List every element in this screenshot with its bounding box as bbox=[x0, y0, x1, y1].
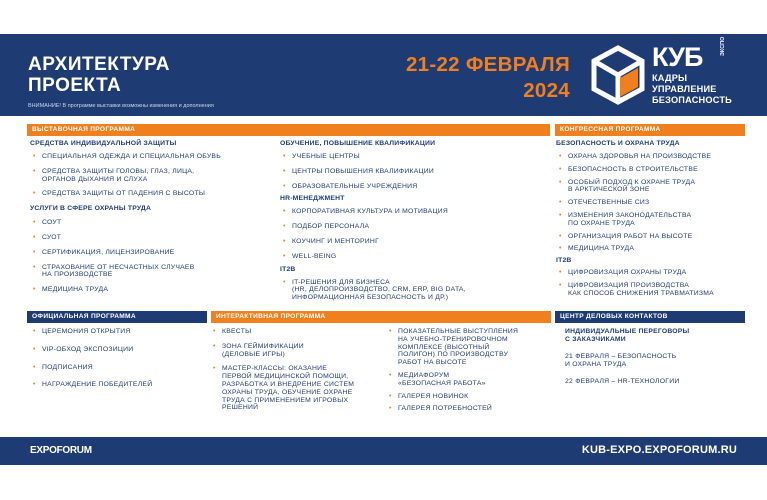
list-item: • МЕДИЦИНА ТРУДА bbox=[30, 286, 270, 294]
list-item-text: «БЕЗОПАСНАЯ РАБОТА» bbox=[398, 379, 486, 387]
list-item-cont bbox=[210, 373, 385, 381]
exhibition-heading: ВЫСТАВОЧНАЯ ПРОГРАММА bbox=[27, 124, 550, 136]
list-item-cont bbox=[210, 381, 385, 389]
negotiations-heading: ИНДИВИДУАЛЬНЫЕ ПЕРЕГОВОРЫ bbox=[565, 328, 690, 335]
logo-tagline-2: УПРАВЛЕНИЕ bbox=[652, 83, 717, 94]
website-link[interactable]: KUB-EXPO.EXPOFORUM.RU bbox=[581, 444, 737, 456]
hr-list bbox=[280, 208, 550, 260]
services-list bbox=[30, 219, 270, 294]
it2b-heading: IT2B bbox=[280, 265, 296, 273]
list-item: • VIP-ОБХОД ЭКСПОЗИЦИИ bbox=[30, 346, 206, 354]
dates-year: 2024 bbox=[523, 79, 570, 102]
cube-logo-icon bbox=[590, 44, 646, 106]
list-item: • WELL-BEING bbox=[280, 253, 550, 261]
list-item: • НАГРАЖДЕНИЕ ПОБЕДИТЕЛЕЙ bbox=[30, 381, 206, 389]
list-item: • ПОДБОР ПЕРСОНАЛА bbox=[280, 223, 550, 231]
it2b-list bbox=[280, 279, 550, 302]
official-list bbox=[30, 328, 206, 389]
list-item: • МАСТЕР-КЛАССЫ: ОКАЗАНИЕ bbox=[210, 365, 385, 373]
list-item-text: НА ПРОИЗВОДСТВЕ bbox=[42, 271, 113, 279]
list-item-text: ПО ОХРАНЕ ТРУДА bbox=[568, 219, 635, 227]
logo-tagline-1: КАДРЫ bbox=[652, 73, 688, 83]
kub-logo bbox=[590, 36, 750, 110]
footer-bar bbox=[0, 437, 767, 465]
logo-tagline-3: БЕЗОПАСНОСТЬ bbox=[652, 94, 732, 105]
event-dates bbox=[368, 52, 570, 104]
header-banner bbox=[0, 34, 767, 116]
interactive-list-2 bbox=[386, 328, 552, 413]
logo-tagline bbox=[652, 73, 732, 105]
list-item-text: (ДЕЛОВЫЕ ИГРЫ) bbox=[222, 350, 285, 358]
negotiations-heading-2: С ЗАКАЗЧИКАМИ bbox=[565, 336, 626, 343]
list-item: • СПЕЦИАЛЬНАЯ ОДЕЖДА И СПЕЦИАЛЬНАЯ ОБУВЬ bbox=[30, 153, 270, 161]
list-item: • КВЕСТЫ bbox=[210, 328, 385, 336]
list-item-text: ТРУДА С ПРИМЕНЕНИЕМ ИГРОВЫХ bbox=[222, 396, 349, 404]
list-item-cont bbox=[386, 359, 552, 367]
list-item: • ЦЕРЕМОНИЯ ОТКРЫТИЯ bbox=[30, 328, 206, 336]
list-item-cont bbox=[386, 336, 552, 344]
exhibition-col-2 bbox=[280, 140, 550, 302]
list-item: • ПОКАЗАТЕЛЬНЫЕ ВЫСТУПЛЕНИЯ bbox=[386, 328, 552, 336]
list-item-text: ОРГАНОВ ДЫХАНИЯ И СЛУХА bbox=[42, 175, 148, 183]
list-item: • ЦЕНТРЫ ПОВЫШЕНИЯ КВАЛИФИКАЦИИ bbox=[280, 168, 550, 176]
exhibition-col-1 bbox=[30, 140, 270, 294]
list-item-cont bbox=[386, 351, 552, 359]
list-item-cont bbox=[30, 271, 270, 279]
congress-it2b-heading: IT2B bbox=[556, 257, 572, 265]
list-item: • КОУЧИНГ И МЕНТОРИНГ bbox=[280, 238, 550, 246]
list-item: • СРЕДСТВА ЗАЩИТЫ ОТ ПАДЕНИЯ С ВЫСОТЫ bbox=[30, 190, 270, 198]
list-item-text: РАБОТ НА ВЫСОТЕ bbox=[398, 359, 467, 367]
ppe-heading: СРЕДСТВА ИНДИВИДУАЛЬНОЙ ЗАЩИТЫ bbox=[30, 140, 177, 147]
interactive-list-1 bbox=[210, 328, 385, 412]
congress-it2b-list bbox=[556, 269, 756, 297]
list-item-cont bbox=[30, 176, 270, 184]
dates-days: 21-22 ФЕВРАЛЯ bbox=[405, 53, 570, 76]
hr-heading: HR-МЕНЕДЖМЕНТ bbox=[280, 195, 345, 203]
interactive-col-1 bbox=[210, 328, 385, 412]
interactive-heading: ИНТЕРАКТИВНАЯ ПРОГРАММА bbox=[211, 311, 551, 323]
list-item: • СТРАХОВАНИЕ ОТ НЕСЧАСТНЫХ СЛУЧАЕВ bbox=[30, 264, 270, 272]
list-item-text: ИНФОРМАЦИОННАЯ БЕЗОПАСНОСТЬ И ДР.) bbox=[292, 294, 449, 302]
training-heading: ОБУЧЕНИЕ, ПОВЫШЕНИЕ КВАЛИФИКАЦИИ bbox=[280, 140, 436, 147]
logo-word: КУБ bbox=[652, 42, 703, 72]
list-item-text: КАК СПОСОБ СНИЖЕНИЯ ТРАВМАТИЗМА bbox=[568, 289, 714, 297]
day-2-line: 22 ФЕВРАЛЯ – HR-ТЕХНОЛОГИИ bbox=[565, 378, 680, 385]
list-item-text: РЕШЕНИЙ bbox=[222, 404, 259, 412]
list-item-cont bbox=[556, 220, 756, 228]
safety-heading: БЕЗОПАСНОСТЬ И ОХРАНА ТРУДА bbox=[556, 140, 680, 147]
list-item: • ОТЕЧЕСТВЕННЫЕ СИЗ bbox=[556, 199, 756, 207]
list-item: • ПОДПИСАНИЯ bbox=[30, 364, 206, 372]
day-1-line-2: И ОХРАНА ТРУДА bbox=[565, 361, 627, 368]
list-item-text: (HR, ДЕЛОПРОИЗВОДСТВО, CRM, ERP, BIG DATA, bbox=[292, 286, 466, 294]
list-item: • СУОТ bbox=[30, 234, 270, 242]
list-item-text: В АРКТИЧЕСКОЙ ЗОНЕ bbox=[568, 186, 650, 194]
title-line-2: ПРОЕКТА bbox=[28, 75, 122, 96]
title-line-1: АРХИТЕКТУРА bbox=[28, 54, 170, 75]
services-heading: УСЛУГИ В СФЕРЕ ОХРАНЫ ТРУДА bbox=[30, 205, 152, 213]
business-col bbox=[565, 328, 750, 386]
list-item: • СОУТ bbox=[30, 219, 270, 227]
list-item-cont bbox=[280, 286, 550, 294]
list-item: • ОСОБЫЙ ПОДХОД К ОХРАНЕ ТРУДА bbox=[556, 179, 756, 187]
congress-col bbox=[556, 140, 756, 298]
list-item: • ГАЛЕРЕЯ ПОТРЕБНОСТЕЙ bbox=[386, 405, 552, 413]
interactive-col-2 bbox=[386, 328, 552, 413]
list-item: • ЦИФРОВИЗАЦИЯ ПРОИЗВОДСТВА bbox=[556, 282, 756, 290]
list-item-cont bbox=[556, 290, 756, 298]
program-note: ВНИМАНИЕ! В программе выставки возможны изменения и дополнения bbox=[28, 103, 214, 109]
official-col bbox=[30, 328, 206, 389]
list-item: • БЕЗОПАСНОСТЬ В СТРОИТЕЛЬСТВЕ bbox=[556, 166, 756, 174]
list-item: • ОХРАНА ЗДОРОВЬЯ НА ПРОИЗВОДСТВЕ bbox=[556, 153, 756, 161]
list-item: • ЦИФРОВИЗАЦИЯ ОХРАНЫ ТРУДА bbox=[556, 269, 756, 277]
list-item: • МЕДИЦИНА ТРУДА bbox=[556, 245, 756, 253]
list-item: • ГАЛЕРЕЯ НОВИНОК bbox=[386, 393, 552, 401]
list-item-text: ОХРАНЫ ТРУДА, ОБУЧЕНИЕ ОХРАНЕ bbox=[222, 388, 353, 396]
list-item-cont bbox=[210, 351, 385, 359]
logo-expo: ЭКСПО bbox=[720, 36, 726, 56]
day-1-line: 21 ФЕВРАЛЯ – БЕЗОПАСНОСТЬ bbox=[565, 353, 677, 360]
list-item-text: НА УЧЕБНО-ТРЕНИРОВОЧНОМ bbox=[398, 335, 508, 343]
expoforum-logo: EXPOFORUM bbox=[30, 445, 92, 456]
list-item: • КОРПОРАТИВНАЯ КУЛЬТУРА И МОТИВАЦИЯ bbox=[280, 208, 550, 216]
list-item-cont bbox=[386, 344, 552, 352]
list-item-cont bbox=[386, 380, 552, 388]
business-heading: ЦЕНТР ДЕЛОВЫХ КОНТАКТОВ bbox=[555, 311, 745, 323]
list-item-text: ПЕРВОЙ МЕДИЦИНСКОЙ ПОМОЩИ, bbox=[222, 373, 349, 381]
list-item-cont bbox=[210, 389, 385, 397]
list-item-text: КОМПЛЕКСЕ (ВЫСОТНЫЙ bbox=[398, 343, 490, 351]
list-item: • ЗОНА ГЕЙМИФИКАЦИИ bbox=[210, 343, 385, 351]
list-item: • СЕРТИФИКАЦИЯ, ЛИЦЕНЗИРОВАНИЕ bbox=[30, 249, 270, 257]
ppe-list bbox=[30, 153, 270, 198]
list-item-cont bbox=[280, 294, 550, 302]
list-item: • ИЗМЕНЕНИЯ ЗАКОНОДАТЕЛЬСТВА bbox=[556, 212, 756, 220]
congress-heading: КОНГРЕССНАЯ ПРОГРАММА bbox=[555, 124, 745, 136]
list-item: • СРЕДСТВА ЗАЩИТЫ ГОЛОВЫ, ГЛАЗ, ЛИЦА, bbox=[30, 168, 270, 176]
safety-list bbox=[556, 153, 756, 253]
list-item: • ОБРАЗОВАТЕЛЬНЫЕ УЧРЕЖДЕНИЯ bbox=[280, 183, 550, 191]
list-item: • IT-РЕШЕНИЯ ДЛЯ БИЗНЕСА bbox=[280, 279, 550, 287]
list-item-text: РАЗРАБОТКА И ВНЕДРЕНИЕ СИСТЕМ bbox=[222, 380, 355, 388]
training-list bbox=[280, 153, 550, 190]
page-title bbox=[28, 54, 170, 96]
official-heading: ОФИЦИАЛЬНАЯ ПРОГРАММА bbox=[27, 311, 207, 323]
list-item: • УЧЕБНЫЕ ЦЕНТРЫ bbox=[280, 153, 550, 161]
list-item-cont bbox=[210, 404, 385, 412]
list-item: • ОРГАНИЗАЦИЯ РАБОТ НА ВЫСОТЕ bbox=[556, 233, 756, 241]
list-item-cont bbox=[556, 186, 756, 194]
list-item: • МЕДИАФОРУМ bbox=[386, 372, 552, 380]
list-item-text: ПОЛИГОН) ПО ПРОИЗВОДСТВУ bbox=[398, 351, 509, 359]
